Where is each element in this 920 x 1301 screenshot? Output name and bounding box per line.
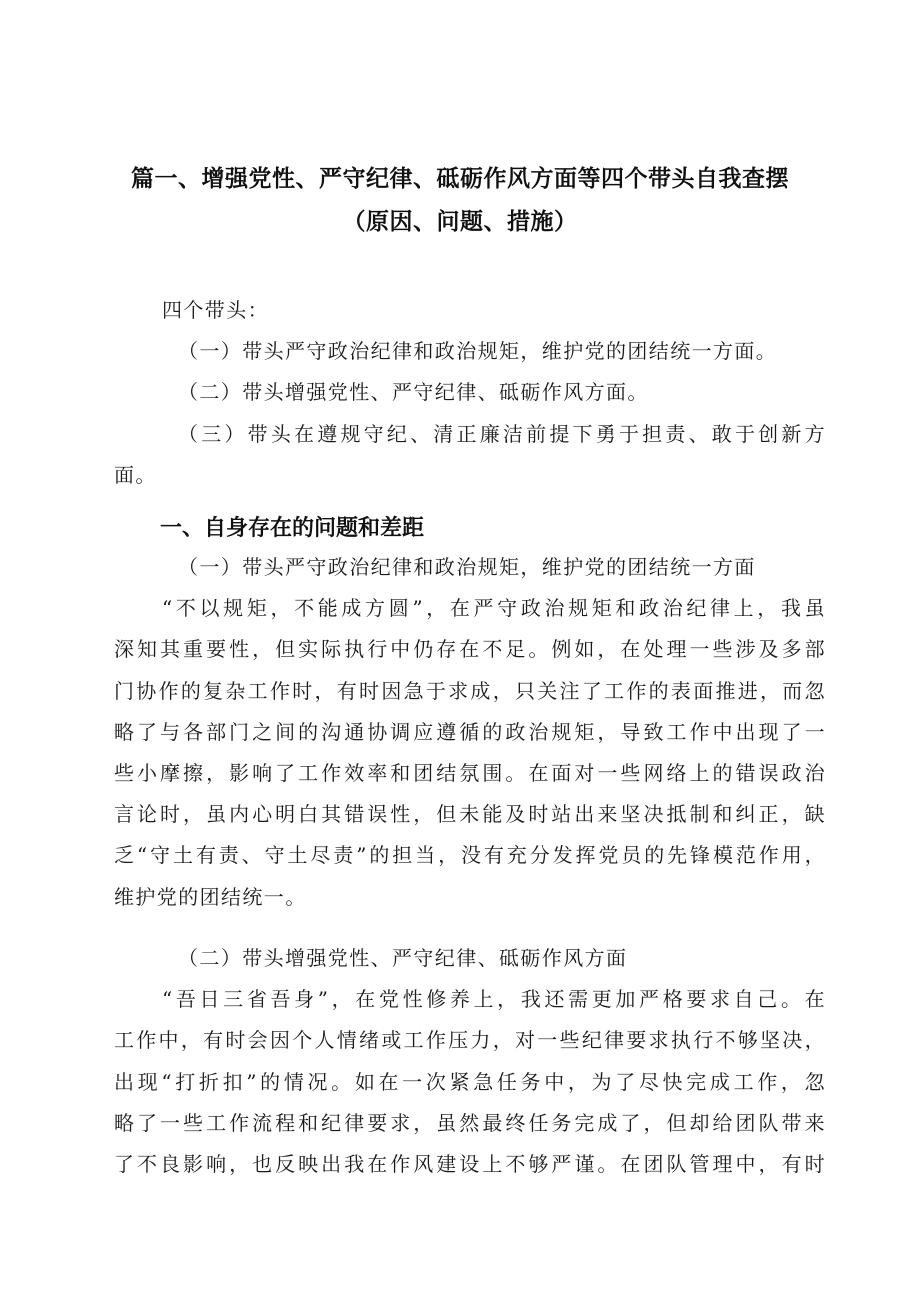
paragraph-line: “不以规矩，不能成方圆”，在严守政治规矩和政治纪律上，我虽 bbox=[162, 596, 826, 621]
document-title-line-1: 篇一、增强党性、严守纪律、砥砺作风方面等四个带头自我查摆 bbox=[131, 166, 789, 192]
paragraph-line: 维护党的团结统一。 bbox=[114, 884, 307, 909]
section-1-1-block bbox=[114, 547, 826, 918]
paragraph-line: 出现“打折扣”的情况。如在一次紧急任务中，为了尽快完成工作，忽 bbox=[114, 1069, 826, 1094]
intro-block bbox=[114, 290, 826, 496]
section-1-2-block bbox=[114, 938, 826, 1185]
paragraph-line: 略了一些工作流程和纪律要求，虽然最终任务完成了，但却给团队带来 bbox=[114, 1110, 826, 1135]
section-1-heading: 一、自身存在的问题和差距 bbox=[160, 516, 425, 541]
paragraph-line: 略了与各部门之间的沟通协调应遵循的政治规矩，导致工作中出现了一 bbox=[114, 719, 826, 744]
intro-item-3-line-2: 面。 bbox=[114, 462, 157, 487]
paragraph-line: 些小摩擦，影响了工作效率和团结氛围。在面对一些网络上的错误政治 bbox=[114, 760, 826, 785]
section-1-1-heading: （一）带头严守政治纪律和政治规矩，维护党的团结统一方面 bbox=[178, 555, 756, 579]
paragraph-line: 言论时，虽内心明白其错误性，但未能及时站出来坚决抵制和纠正，缺 bbox=[114, 802, 826, 827]
paragraph-line: 乏“守土有责、守土尽责”的担当，没有充分发挥党员的先锋模范作用， bbox=[114, 843, 826, 868]
intro-item-3-line-1: （三）带头在遵规守纪、清正廉洁前提下勇于担责、敢于创新方 bbox=[178, 421, 826, 446]
paragraph-line: “吾日三省吾身”，在党性修养上，我还需更加严格要求自己。在 bbox=[162, 987, 826, 1012]
document-title-line-2: （原因、问题、措施） bbox=[342, 209, 578, 235]
intro-item-1: （一）带头严守政治纪律和政治规矩，维护党的团结统一方面。 bbox=[178, 339, 778, 364]
paragraph-line: 深知其重要性，但实际执行中仍存在不足。例如，在处理一些涉及多部 bbox=[114, 637, 826, 662]
section-1-2-heading: （二）带头增强党性、严守纪律、砥砺作风方面 bbox=[178, 946, 628, 970]
intro-label: 四个带头： bbox=[162, 298, 269, 322]
paragraph-line: 了不良影响，也反映出我在作风建设上不够严谨。在团队管理中，有时 bbox=[114, 1151, 826, 1176]
intro-item-2: （二）带头增强党性、严守纪律、砥砺作风方面。 bbox=[178, 380, 649, 405]
paragraph-line: 门协作的复杂工作时，有时因急于求成，只关注了工作的表面推进，而忽 bbox=[114, 678, 826, 703]
paragraph-line: 工作中，有时会因个人情绪或工作压力，对一些纪律要求执行不够坚决， bbox=[114, 1028, 826, 1053]
